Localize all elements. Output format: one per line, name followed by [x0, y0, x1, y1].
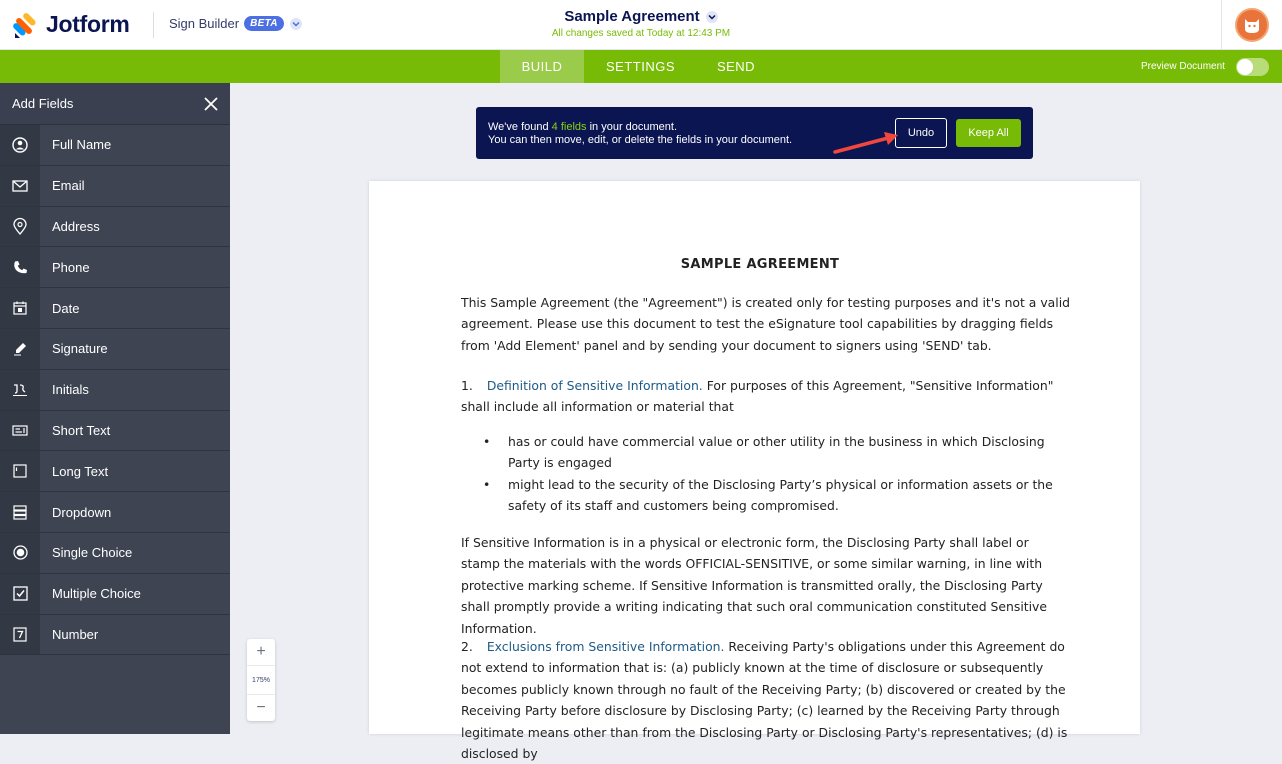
zoom-out-button[interactable]: − — [256, 699, 266, 716]
user-circle-icon — [0, 125, 40, 165]
banner-text-suffix: in your document. — [586, 121, 678, 133]
document-heading: SAMPLE AGREEMENT — [680, 257, 840, 272]
field-phone[interactable] — [0, 247, 230, 288]
field-full-name[interactable] — [0, 125, 230, 166]
document-page — [369, 181, 1140, 762]
section-2 — [461, 636, 1071, 764]
zoom-level: 175% — [247, 665, 275, 695]
checkbox-icon — [0, 574, 40, 614]
section-2-title: Exclusions from Sensitive Information. — [486, 639, 725, 654]
arrow-annotation-icon — [832, 131, 902, 157]
banner-message — [488, 121, 792, 147]
section-1-title: Definition of Sensitive Information. — [486, 378, 703, 393]
section-1 — [461, 375, 1071, 418]
panel-title: Add Fields — [12, 96, 74, 111]
product-switcher[interactable] — [169, 16, 302, 31]
tab-settings[interactable]: SETTINGS — [605, 59, 675, 74]
field-label: Address — [52, 218, 100, 234]
field-number[interactable] — [0, 615, 230, 656]
save-status: All changes saved at Today at 12:43 PM — [551, 28, 731, 39]
undo-button[interactable]: Undo — [895, 118, 947, 148]
fields-found-banner — [476, 107, 1033, 159]
chevron-down-icon[interactable] — [290, 18, 302, 30]
field-label: Short Text — [52, 422, 111, 438]
banner-text-prefix: We've found — [488, 121, 552, 133]
zoom-control — [247, 639, 275, 721]
document-title[interactable] — [564, 8, 717, 25]
bullet-item: • might lead to the security of the Disclosing Party’s physical or information assets or the safety of its staff and customers being compromised. — [483, 474, 1069, 517]
section-2-text: Receiving Party's obligations under this Agreement do not extend to information that is: (a) publicly known at the time of disclosure or subsequently becomes publicly known through no fault of the Receiving Party; (b) discovered or created by the Receiving Party before disclosure by Disclosing Party; (c) learned by the Receiving Party through legitimate means other than from the Disclosing Party or Disclosing Party's representatives; (d) is disclosed by — [461, 639, 1068, 762]
field-initials[interactable] — [0, 370, 230, 411]
field-label: Single Choice — [52, 545, 133, 561]
field-label: Initials — [52, 382, 89, 398]
tab-send[interactable]: SEND — [716, 59, 756, 74]
calendar-icon — [0, 288, 40, 328]
paragraph-2: If Sensitive Information is in a physical or electronic form, the Disclosing Party shall label or stamp the materials with the words OFFICIAL-SENSITIVE, or some similar warning, in line with protective marking scheme. If Sensitive Information is transmitted orally, the Disclosing Party shall promptly provide a writing indicating that such oral communication constituted Sensitive Information. — [461, 535, 1048, 636]
preview-toggle[interactable] — [1236, 58, 1269, 76]
toggle-knob — [1237, 59, 1253, 75]
field-label: Long Text — [52, 463, 109, 479]
field-label: Signature — [52, 341, 108, 357]
field-email[interactable] — [0, 166, 230, 207]
field-label: Email — [52, 178, 85, 194]
long-text-icon — [0, 451, 40, 491]
jotform-logo[interactable] — [14, 11, 130, 38]
add-fields-panel — [0, 83, 230, 734]
section-number: 1. — [461, 378, 473, 393]
field-single-choice[interactable] — [0, 533, 230, 574]
panel-header — [0, 83, 230, 125]
field-date[interactable] — [0, 288, 230, 329]
dropdown-icon — [0, 492, 40, 532]
zoom-in-button[interactable]: + — [256, 643, 266, 660]
close-icon[interactable] — [202, 95, 220, 113]
builder-tabs — [500, 50, 775, 83]
jotform-logo-icon — [14, 12, 38, 38]
top-header — [0, 0, 1282, 50]
intro-paragraph: This Sample Agreement (the "Agreement") is created only for testing purposes and it's not a valid agreement. Please use this document to test the eSignature tool capabilities by dragging fields from 'Add Element' panel and by sending your document to signers using 'SEND' tab. — [461, 295, 1071, 353]
field-long-text[interactable] — [0, 451, 230, 492]
avatar-area — [1221, 0, 1282, 50]
initials-icon — [0, 370, 40, 410]
field-address[interactable] — [0, 207, 230, 248]
short-text-icon — [0, 411, 40, 451]
field-signature[interactable] — [0, 329, 230, 370]
document-title-text: Sample Agreement — [564, 8, 700, 25]
field-label: Date — [52, 300, 80, 316]
phone-icon — [0, 247, 40, 287]
section-number: 2. — [461, 639, 473, 654]
field-dropdown[interactable] — [0, 492, 230, 533]
beta-badge: BETA — [244, 16, 284, 31]
field-short-text[interactable] — [0, 411, 230, 452]
pen-icon — [0, 329, 40, 369]
builder-nav — [0, 50, 1282, 83]
logo-text: Jotform — [46, 11, 130, 37]
field-multiple-choice[interactable] — [0, 574, 230, 615]
field-label: Phone — [52, 259, 90, 275]
map-pin-icon — [0, 207, 40, 247]
number-icon — [0, 615, 40, 655]
avatar[interactable] — [1235, 8, 1269, 42]
fields-count: 4 fields — [551, 121, 587, 133]
section-1-text: For purposes of this Agreement, "Sensitive Information" shall include all information or material that — [461, 378, 1054, 415]
tab-build[interactable]: BUILD — [500, 50, 584, 83]
field-label: Full Name — [52, 137, 112, 153]
banner-line2: You can then move, edit, or delete the fields in your document. — [488, 134, 793, 146]
field-label: Multiple Choice — [52, 586, 141, 602]
field-label: Dropdown — [52, 504, 112, 520]
radio-icon — [0, 533, 40, 573]
header-divider — [153, 12, 154, 38]
document-title-area — [500, 8, 782, 39]
bullet-item: • has or could have commercial value or other utility in the business in which Disclosing Party is engaged — [483, 431, 1069, 474]
product-name: Sign Builder — [169, 16, 240, 31]
envelope-icon — [0, 166, 40, 206]
chevron-down-icon[interactable] — [706, 11, 718, 23]
field-label: Number — [52, 626, 99, 642]
preview-document-label: Preview Document — [1141, 61, 1225, 72]
keep-all-button[interactable]: Keep All — [956, 119, 1021, 147]
